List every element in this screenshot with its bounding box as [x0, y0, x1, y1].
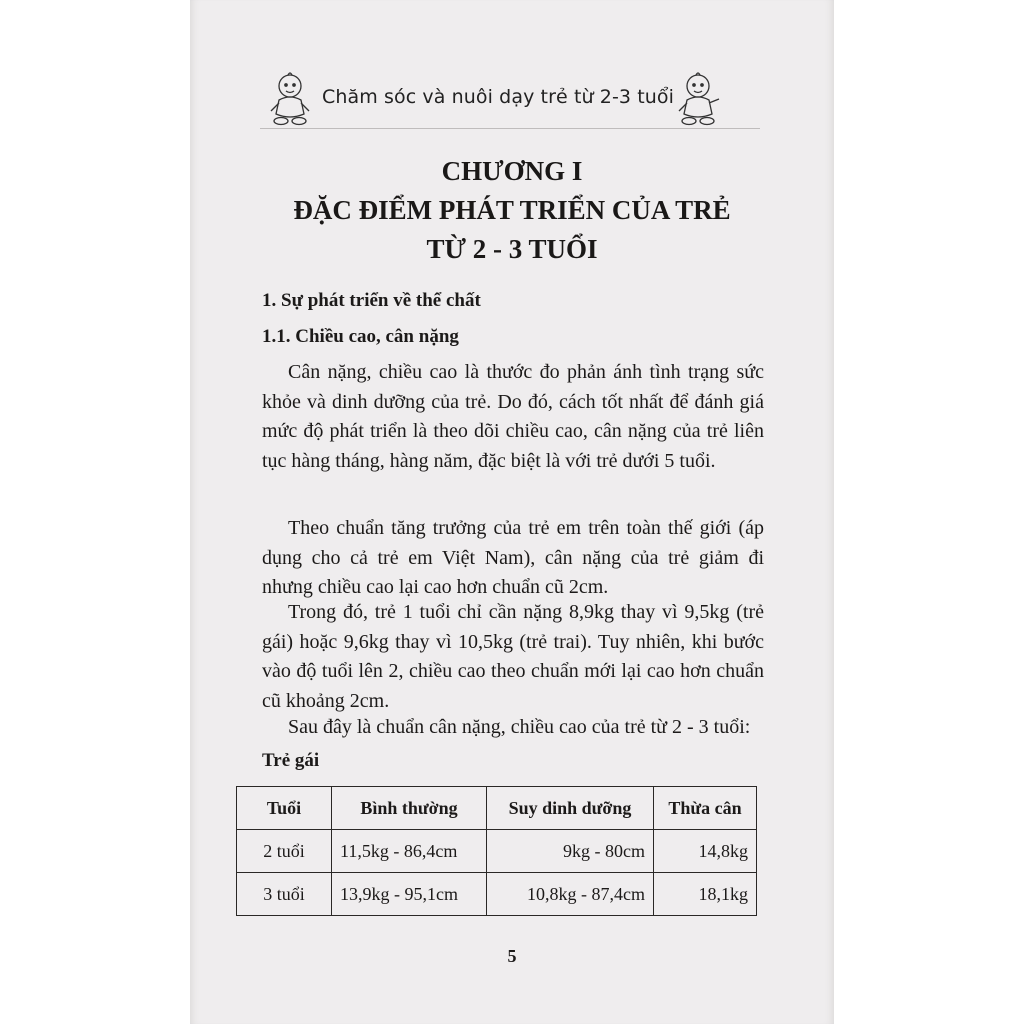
table-cell: 9kg - 80cm [487, 830, 654, 873]
table-cell: 13,9kg - 95,1cm [332, 873, 487, 916]
paragraph: Cân nặng, chiều cao là thước đo phản ánh tình trạng sức khỏe và dinh dưỡng của trẻ. Do đó, cách tốt nhất để đánh giá mức độ phát triển là theo dõi chiều cao, cân nặng của trẻ liên tục hàng tháng, hàng năm, đặc biệt là với trẻ dưới 5 tuổi. [262, 361, 764, 472]
table-cell: 10,8kg - 87,4cm [487, 873, 654, 916]
paragraph: Trong đó, trẻ 1 tuổi chỉ cần nặng 8,9kg thay vì 9,5kg (trẻ gái) hoặc 9,6kg thay vì 10,5kg (trẻ trai). Tuy nhiên, khi bước vào độ tuổi lên 2, chiều cao theo chuẩn mới lại cao hơn chuẩn cũ khoảng 2cm. [262, 601, 764, 712]
page-header [260, 70, 760, 132]
table-cell: 2 tuổi [237, 830, 332, 873]
table-header-row [237, 787, 757, 830]
header-divider [260, 128, 760, 129]
book-page [190, 0, 834, 1024]
column-header: Tuổi [237, 787, 332, 830]
paragraph: Sau đây là chuẩn cân nặng, chiều cao của trẻ từ 2 - 3 tuổi: [288, 716, 751, 738]
paragraph: Theo chuẩn tăng trưởng của trẻ em trên toàn thế giới (áp dụng cho cả trẻ em Việt Nam), cân nặng của trẻ giảm đi nhưng chiều cao lại cao hơn chuẩn cũ 2cm. [262, 517, 764, 598]
section-heading: 1. Sự phát triển về thể chất [262, 290, 481, 311]
chapter-label: CHƯƠNG I [441, 156, 583, 186]
running-head: Chăm sóc và nuôi dạy trẻ từ 2-3 tuổi [322, 86, 675, 108]
subsection-heading: 1.1. Chiều cao, cân nặng [262, 326, 459, 347]
column-header: Bình thường [332, 787, 487, 830]
table-cell: 11,5kg - 86,4cm [332, 830, 487, 873]
page-number: 5 [507, 946, 517, 966]
growth-standard-table [236, 786, 757, 916]
table-cell: 14,8kg [654, 830, 757, 873]
table-cell: 18,1kg [654, 873, 757, 916]
table-row [237, 873, 757, 916]
chapter-title-line1: ĐẶC ĐIỂM PHÁT TRIỂN CỦA TRẺ [293, 195, 731, 225]
column-header: Suy dinh dưỡng [487, 787, 654, 830]
table-row [237, 830, 757, 873]
baby-illustration-icon [264, 70, 316, 128]
table-title: Trẻ gái [262, 750, 320, 771]
baby-illustration-icon [672, 70, 724, 128]
column-header: Thừa cân [654, 787, 757, 830]
table-cell: 3 tuổi [237, 873, 332, 916]
chapter-title-line2: TỪ 2 - 3 TUỔI [426, 234, 598, 264]
